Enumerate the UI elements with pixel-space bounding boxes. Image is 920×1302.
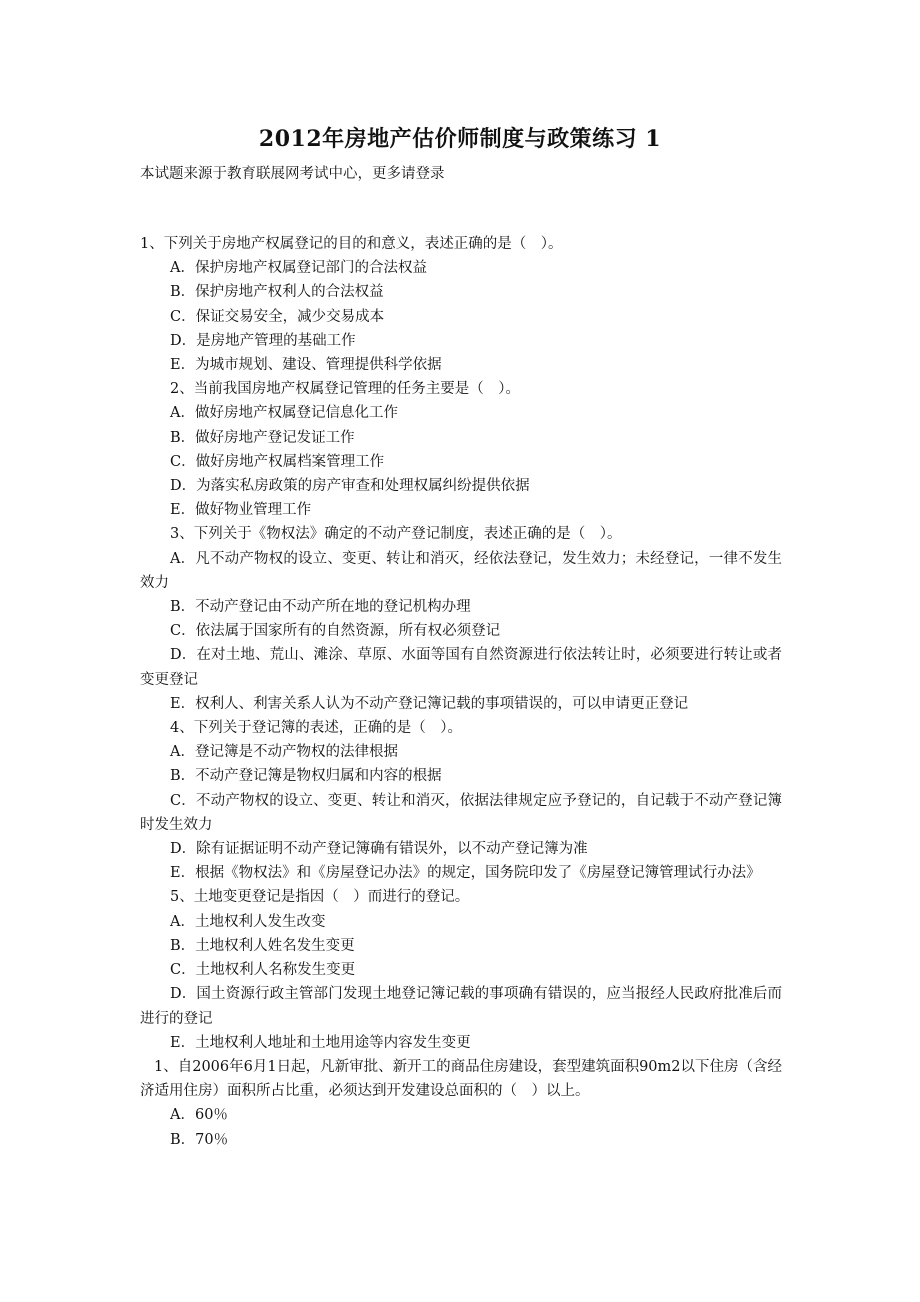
question-4-option-a: A．登记簿是不动产物权的法律根据 bbox=[170, 744, 398, 761]
question-4-option-b: B．不动产登记簿是物权归属和内容的根据 bbox=[170, 768, 442, 785]
question-2-option-b: B．做好房地产登记发证工作 bbox=[170, 429, 355, 446]
question-1-option-d: D．是房地产管理的基础工作 bbox=[170, 332, 356, 349]
question-6-text: 1、自2006年6月1日起，凡新审批、新开工的商品住房建设，套型建筑面积90m2以下住房（含经济适用住房）面积所占比重，必须达到开发建设总面积的（ ）以上。 bbox=[140, 1058, 782, 1100]
question-4-option-c: C．不动产物权的设立、变更、转让和消灭，依据法律规定应予登记的，自记载于不动产登记簿时发生效力 bbox=[140, 792, 782, 833]
question-4-option-d: D．除有证据证明不动产登记簿确有错误外，以不动产登记簿为准 bbox=[170, 841, 588, 858]
question-1-option-e: E．为城市规划、建设、管理提供科学依据 bbox=[170, 357, 442, 374]
question-1-option-c: C．保证交易安全，减少交易成本 bbox=[170, 308, 385, 325]
question-5-text: 5、土地变更登记是指因（ ）而进行的登记。 bbox=[170, 889, 470, 906]
question-2-text: 2、当前我国房地产权属登记管理的任务主要是（ ）。 bbox=[170, 381, 520, 398]
question-2-option-d: D．为落实私房政策的房产审查和处理权属纠纷提供依据 bbox=[170, 478, 530, 495]
question-1-option-a: A．保护房地产权属登记部门的合法权益 bbox=[170, 260, 427, 277]
question-1-option-b: B．保护房地产权利人的合法权益 bbox=[170, 284, 384, 301]
question-4-option-e: E．根据《物权法》和《房屋登记办法》的规定，国务院印发了《房屋登记簿管理试行办法》 bbox=[170, 865, 761, 882]
question-3-text: 3、下列关于《物权法》确定的不动产登记制度，表述正确的是（ ）。 bbox=[170, 526, 622, 543]
question-3-option-a: A．凡不动产物权的设立、变更、转让和消灭，经依法登记，发生效力；未经登记，一律不发生效力 bbox=[140, 550, 782, 591]
question-2-option-a: A．做好房地产权属登记信息化工作 bbox=[170, 405, 398, 422]
question-3-option-c: C．依法属于国家所有的自然资源，所有权必须登记 bbox=[170, 623, 501, 640]
question-1-text: 1、下列关于房地产权属登记的目的和意义，表述正确的是（ ）。 bbox=[140, 236, 563, 252]
source-note: 本试题来源于教育联展网考试中心，更多请登录 bbox=[140, 166, 445, 182]
question-2-option-e: E．做好物业管理工作 bbox=[170, 502, 312, 519]
question-6-option-a: A．60％ bbox=[170, 1107, 228, 1124]
question-3-option-b: B．不动产登记由不动产所在地的登记机构办理 bbox=[170, 599, 471, 616]
question-5-option-a: A．土地权利人发生改变 bbox=[170, 913, 326, 930]
question-3-option-d: D．在对土地、荒山、滩涂、草原、水面等国有自然资源进行依法转让时，必须要进行转让或者变更登记 bbox=[140, 647, 782, 688]
question-5-option-e: E．土地权利人地址和土地用途等内容发生变更 bbox=[170, 1034, 471, 1051]
question-2-option-c: C．做好房地产权属档案管理工作 bbox=[170, 453, 385, 470]
question-5-option-d: D．国土资源行政主管部门发现土地登记簿记载的事项确有错误的，应当报经人民政府批准后而进行的登记 bbox=[140, 986, 782, 1027]
question-list bbox=[140, 232, 782, 1152]
question-4-text: 4、下列关于登记簿的表述，正确的是（ ）。 bbox=[170, 720, 462, 737]
question-5-option-b: B．土地权利人姓名发生变更 bbox=[170, 937, 355, 954]
question-6-option-b: B．70％ bbox=[170, 1131, 229, 1148]
question-3-option-e: E．权利人、利害关系人认为不动产登记簿记载的事项错误的，可以申请更正登记 bbox=[170, 695, 689, 712]
document-title: 2012年房地产估价师制度与政策练习 1 bbox=[258, 126, 662, 152]
question-5-option-c: C．土地权利人名称发生变更 bbox=[170, 962, 356, 979]
